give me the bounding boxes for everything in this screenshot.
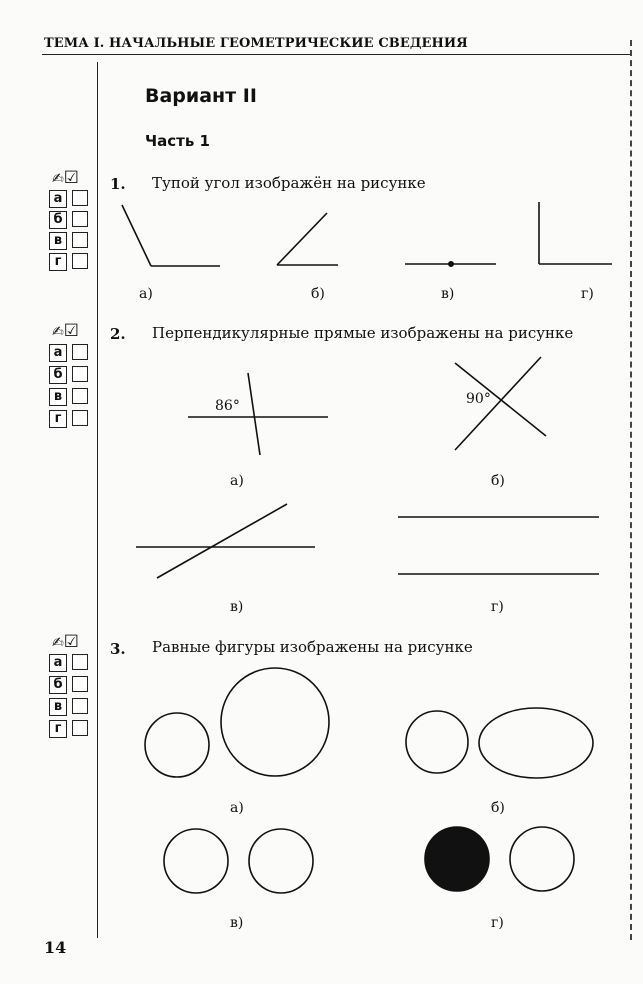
q3-option-b-label: б) [491, 800, 505, 816]
page-number: 14 [44, 938, 67, 957]
question-1-text: Тупой угол изображён на рисунке [152, 174, 426, 192]
answer-letter-v: в [49, 232, 67, 250]
angle-label-86: 86° [215, 398, 240, 414]
q3-option-a-label: а) [230, 800, 244, 816]
question-2-number: 2. [110, 325, 126, 343]
check-icon: ☑ [63, 632, 79, 652]
q1-option-g-label: г) [581, 286, 594, 302]
answer-letter-a: а [49, 654, 67, 672]
pencil-icon: ✍ [52, 324, 64, 340]
page-header: ТЕМА I. НАЧАЛЬНЫЕ ГЕОМЕТРИЧЕСКИЕ СВЕДЕНИЯ [44, 36, 468, 51]
question-3-text: Равные фигуры изображены на рисунке [152, 638, 473, 656]
q1-figure-g-right-angle[interactable] [539, 202, 612, 264]
q2-option-a-label: а) [230, 473, 244, 489]
q2-option-v-label: в) [230, 599, 244, 615]
q3-option-v-label: в) [230, 915, 244, 931]
answer-letter-v: в [49, 388, 67, 406]
q1-figure-a-obtuse-angle[interactable] [122, 205, 220, 266]
pencil-icon: ✍ [52, 635, 64, 651]
answer-letter-v: в [49, 698, 67, 716]
pencil-icon: ✍ [52, 171, 64, 187]
answer-letter-b: б [49, 366, 67, 384]
q1-figure-v-straight-angle[interactable] [405, 262, 496, 266]
q1-option-v-label: в) [441, 286, 455, 302]
q2-figure-g-parallel-lines[interactable] [398, 517, 599, 574]
check-icon: ☑ [63, 321, 79, 341]
part-title: Часть 1 [145, 132, 210, 150]
check-icon: ☑ [63, 168, 79, 188]
q2-figure-a-lines[interactable] [188, 373, 328, 455]
answer-letter-a: а [49, 344, 67, 362]
q3-figure-g-circles[interactable] [425, 827, 574, 891]
question-2-text: Перпендикулярные прямые изображены на рисунке [152, 324, 574, 342]
q3-figure-a-circles[interactable] [145, 668, 329, 777]
q1-option-b-label: б) [311, 286, 325, 302]
answer-letter-g: г [49, 410, 67, 428]
answer-letter-b: б [49, 676, 67, 694]
angle-label-90: 90° [466, 391, 491, 407]
q2-figure-v-lines[interactable] [136, 504, 315, 578]
q3-figure-b-circle-ellipse[interactable] [406, 708, 593, 778]
question-1-number: 1. [110, 175, 126, 193]
q2-option-g-label: г) [491, 599, 504, 615]
q2-option-b-label: б) [491, 473, 505, 489]
q1-option-a-label: а) [139, 286, 153, 302]
answer-letter-g: г [49, 720, 67, 738]
answer-letter-a: а [49, 190, 67, 208]
q1-figure-b-acute-angle[interactable] [277, 213, 338, 265]
q2-figure-b-lines[interactable] [455, 357, 546, 450]
question-3-number: 3. [110, 640, 126, 658]
answer-letter-b: б [49, 211, 67, 229]
answer-letter-g: г [49, 253, 67, 271]
variant-title: Вариант II [145, 85, 257, 107]
q3-option-g-label: г) [491, 915, 504, 931]
q3-figure-v-circles[interactable] [164, 829, 313, 893]
